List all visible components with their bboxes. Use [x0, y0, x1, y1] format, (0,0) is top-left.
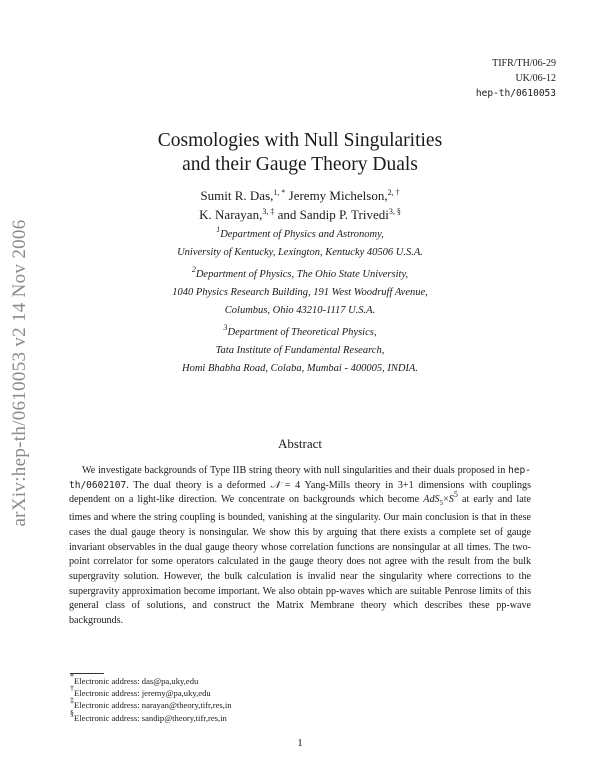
n-symbol: 𝒩 [270, 479, 281, 491]
preprint-numbers [476, 56, 556, 101]
author-list [0, 186, 600, 224]
page-number: 1 [297, 737, 303, 749]
author-and: and [277, 207, 297, 222]
author-das-sup: 1, * [273, 188, 286, 197]
affiliation-1: $^1$Department of Physics and Astronomy, University of Kentucky, Lexington, Kentucky 40506 U.S.A. [177, 225, 423, 258]
paper-title [0, 129, 600, 177]
author-das: Sumit R. Das, [200, 188, 274, 203]
title-line-2: and their Gauge Theory Duals [182, 154, 418, 175]
arxiv-stamp: arXiv:hep-th/0610053 v2 14 Nov 2006 [9, 219, 30, 527]
preprint-tifr: TIFR/TH/06-29 [492, 58, 556, 69]
footnote-rule [70, 673, 104, 674]
preprint-uk: UK/06-12 [515, 73, 556, 84]
footnote-3: ‡Electronic address: narayan@theory,tifr,res,in [70, 696, 232, 711]
author-narayan-sup: 3, ‡ [262, 207, 275, 216]
affiliation-3: $^3$Department of Theoretical Physics, Tata Institute of Fundamental Research, Homi Bhabha Road, Colaba, Mumbai - 400005, INDIA. [182, 323, 418, 374]
affiliation-2: $^2$Department of Physics, The Ohio State University, 1040 Physics Research Building, 191 West Woodruff Avenue, Columbus, Ohio 43210-1117 U.S.A. [172, 265, 428, 316]
footnote-4: §Electronic address: sandip@theory,tifr,res,in [70, 708, 227, 723]
author-trivedi-sup: 3, § [388, 207, 401, 216]
author-trivedi: Sandip P. Trivedi [299, 207, 389, 222]
author-michelson: Jeremy Michelson, [288, 188, 388, 203]
title-line-1: Cosmologies with Null Singularities [157, 130, 443, 151]
preprint-arxiv-id: hep-th/0610053 [475, 88, 556, 99]
author-narayan: K. Narayan, [199, 207, 263, 222]
footnotes [70, 672, 232, 724]
footnote-2: †Electronic address: jeremy@pa,uky,edu [70, 684, 211, 699]
abstract-heading: Abstract [277, 436, 323, 451]
abstract-body: We investigate backgrounds of Type IIB string theory with null singularities and their duals proposed in hep-th/0602107. The dual theory is a deformed 𝒩 = 4 Yang-Mills theory in 3+1 dimensions with couplings dependent on a light-like direction. We concentrate on backgrounds which become $AdS_5\times S^5$ at early and late times and where the string coupling is bounded, vanishing at the singularity. Our main conclusion is that in these cases the dual gauge theory is nonsingular. We show this by arguing that there exists a complete set of gauge invariant observables in the dual gauge theory whose correlation functions are nonsingular at all times. The two-point correlator for some operators calculated in the gauge theory does not agree with the result from the bulk supergravity solution. However, the bulk calculation is invalid near the singularity where corrections to the supergravity approximation become important. We also obtain pp-waves which are suitable Penrose limits of this general class of solutions, and construct the Matrix Membrane theory which describes these pp-wave backgrounds. [69, 465, 532, 627]
ads-s5-math: AdS [423, 494, 440, 506]
footnote-1: *Electronic address: das@pa,uky,edu [70, 672, 199, 686]
abstract-reference: hep-th/0602107 [69, 465, 531, 491]
author-michelson-sup: 2, † [387, 188, 400, 197]
